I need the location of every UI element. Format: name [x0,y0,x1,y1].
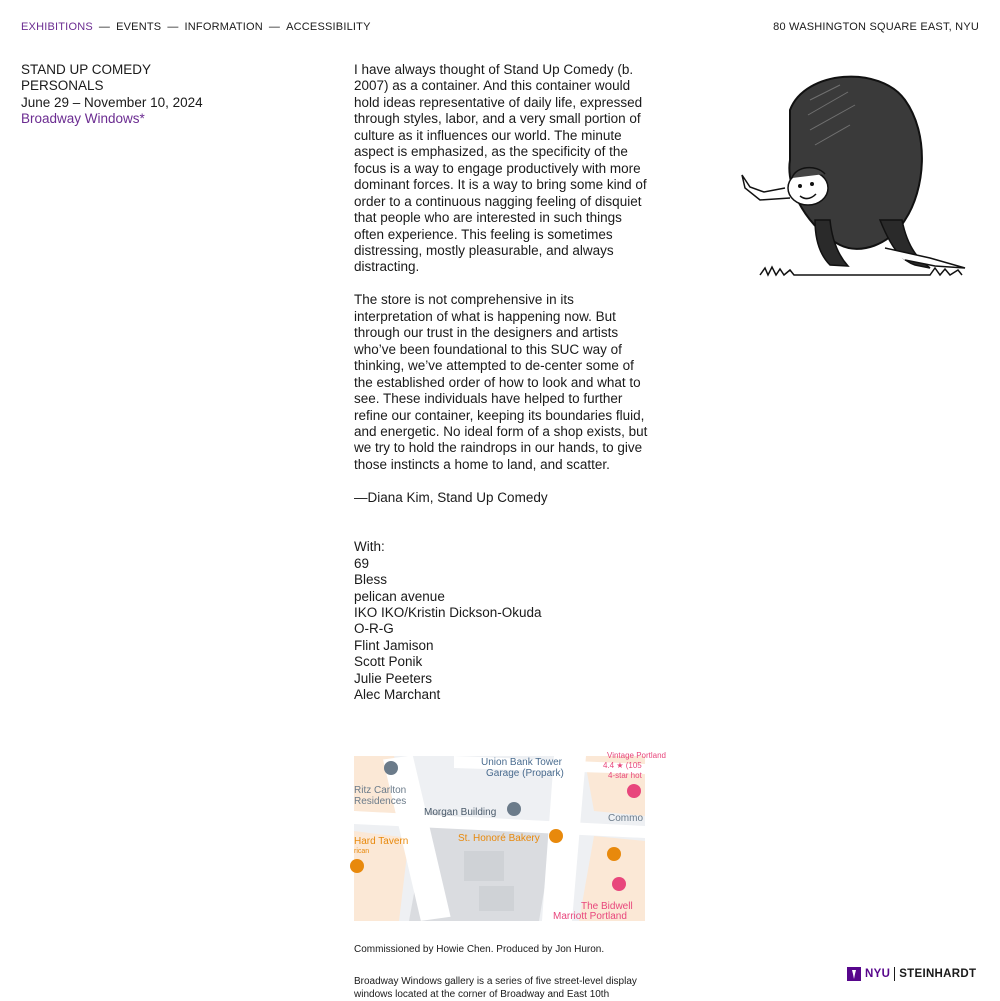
participant-item: Alec Marchant [354,687,441,703]
map-label: Union Bank Tower [481,757,562,768]
map-pin-hotel [627,784,641,798]
exhibition-info [21,62,321,128]
gallery-note: Broadway Windows gallery is a series of five street-level display windows located at the corner of Broadway and East 10th [354,976,637,1000]
map-label: Residences [354,796,407,807]
nav-separator: — [98,21,111,33]
participant-item: pelican avenue [354,588,445,604]
location-map[interactable] [354,751,667,922]
map-graphic [354,751,667,922]
map-pin-bakery [549,829,563,843]
torch-icon [847,967,861,981]
map-label: Hard Tavern [354,836,409,847]
map-label: 4.4 ★ (105 [603,761,642,770]
map-pin-food [607,847,621,861]
participant-item: Bless [354,572,388,588]
nav-accessibility[interactable]: ACCESSIBILITY [286,21,371,33]
participant-item: Flint Jamison [354,637,434,653]
exhibition-subtitle: PERSONALS [21,78,104,94]
body-paragraph-1: I have always thought of Stand Up Comedy (b. 2007) as a container. And this container would hold ideas representative of daily life, expressed through styles, labor, and a very small portion of culture as it influences our world. The minute aspect is emphasized, as the specificity of the focus is a way to engage productively with more dominant forces. It is a way to bring some kind of order to a continuous nagging feeling of disquiet that people who are interested in such things often experience. This feeling is sometimes distressing, mostly pleasurable, and always distracting. [354,62,647,275]
map-label: The Bidwell [581,901,633,912]
participant-item: Scott Ponik [354,654,423,670]
map-label: 4-star hot [608,771,642,780]
map-label: Marriott Portland [553,911,627,922]
nav-separator: — [268,21,281,33]
map-label: Garage (Propark) [486,768,564,779]
nav-exhibitions[interactable]: EXHIBITIONS [21,21,93,33]
map-label: Commo [608,813,644,824]
map-label: Ritz Carlton [354,785,407,796]
nav-separator: — [167,21,179,33]
body-paragraph-2: The store is not comprehensive in its interpretation of what is happening now. But through our trust in the designers and artists who’ve been foundational to this SUC way of thinking, we’ve attempted to de-center some of the established order of how to look and what to see. These individuals have helped to further refine our container, keeping its boundaries fluid, and energetic. No ideal form of a shop exists, but we try to hold the raindrops in our hands, to give those instincts a home to land, and scatter. [354,292,648,472]
logo-steinhardt: STEINHARDT [899,968,977,980]
participant-item: O-R-G [354,621,394,637]
map-building [464,851,504,881]
figure-arm [742,175,790,200]
with-heading: With: [354,539,385,555]
nyu-steinhardt-logo[interactable] [847,966,976,982]
participant-item: IKO IKO/Kristin Dickson-Okuda [354,605,542,621]
exhibition-dates: June 29 – November 10, 2024 [21,94,203,110]
cartoon-illustration [730,70,975,280]
participant-list [354,556,649,704]
logo-divider [894,967,895,981]
map-pin-morgan [507,802,521,816]
grass [760,267,962,275]
map-pin-bidwell [612,877,626,891]
participant-item: 69 [354,555,370,571]
map-label: rican [354,848,370,855]
quote-credit: —Diana Kim, Stand Up Comedy [354,489,548,505]
commission-credit: Commissioned by Howie Chen. Produced by Jon Huron. [354,944,605,955]
main-text [354,62,649,704]
map-label: Morgan Building [424,807,497,818]
map-pin-tavern [350,859,364,873]
venue-link[interactable]: Broadway Windows* [21,111,145,127]
nav-information[interactable]: INFORMATION [184,21,263,33]
nav-events[interactable]: EVENTS [116,21,162,33]
logo-nyu: NYU [865,968,891,980]
participant-item: Julie Peeters [354,670,433,686]
top-nav [21,20,371,34]
map-label: St. Honoré Bakery [458,833,540,844]
exhibition-title: STAND UP COMEDY [21,62,152,77]
address: 80 WASHINGTON SQUARE EAST, NYU [773,21,979,33]
map-building [479,886,514,911]
map-label: Vintage Portland [607,751,667,760]
map-pin-ritz [384,761,398,775]
